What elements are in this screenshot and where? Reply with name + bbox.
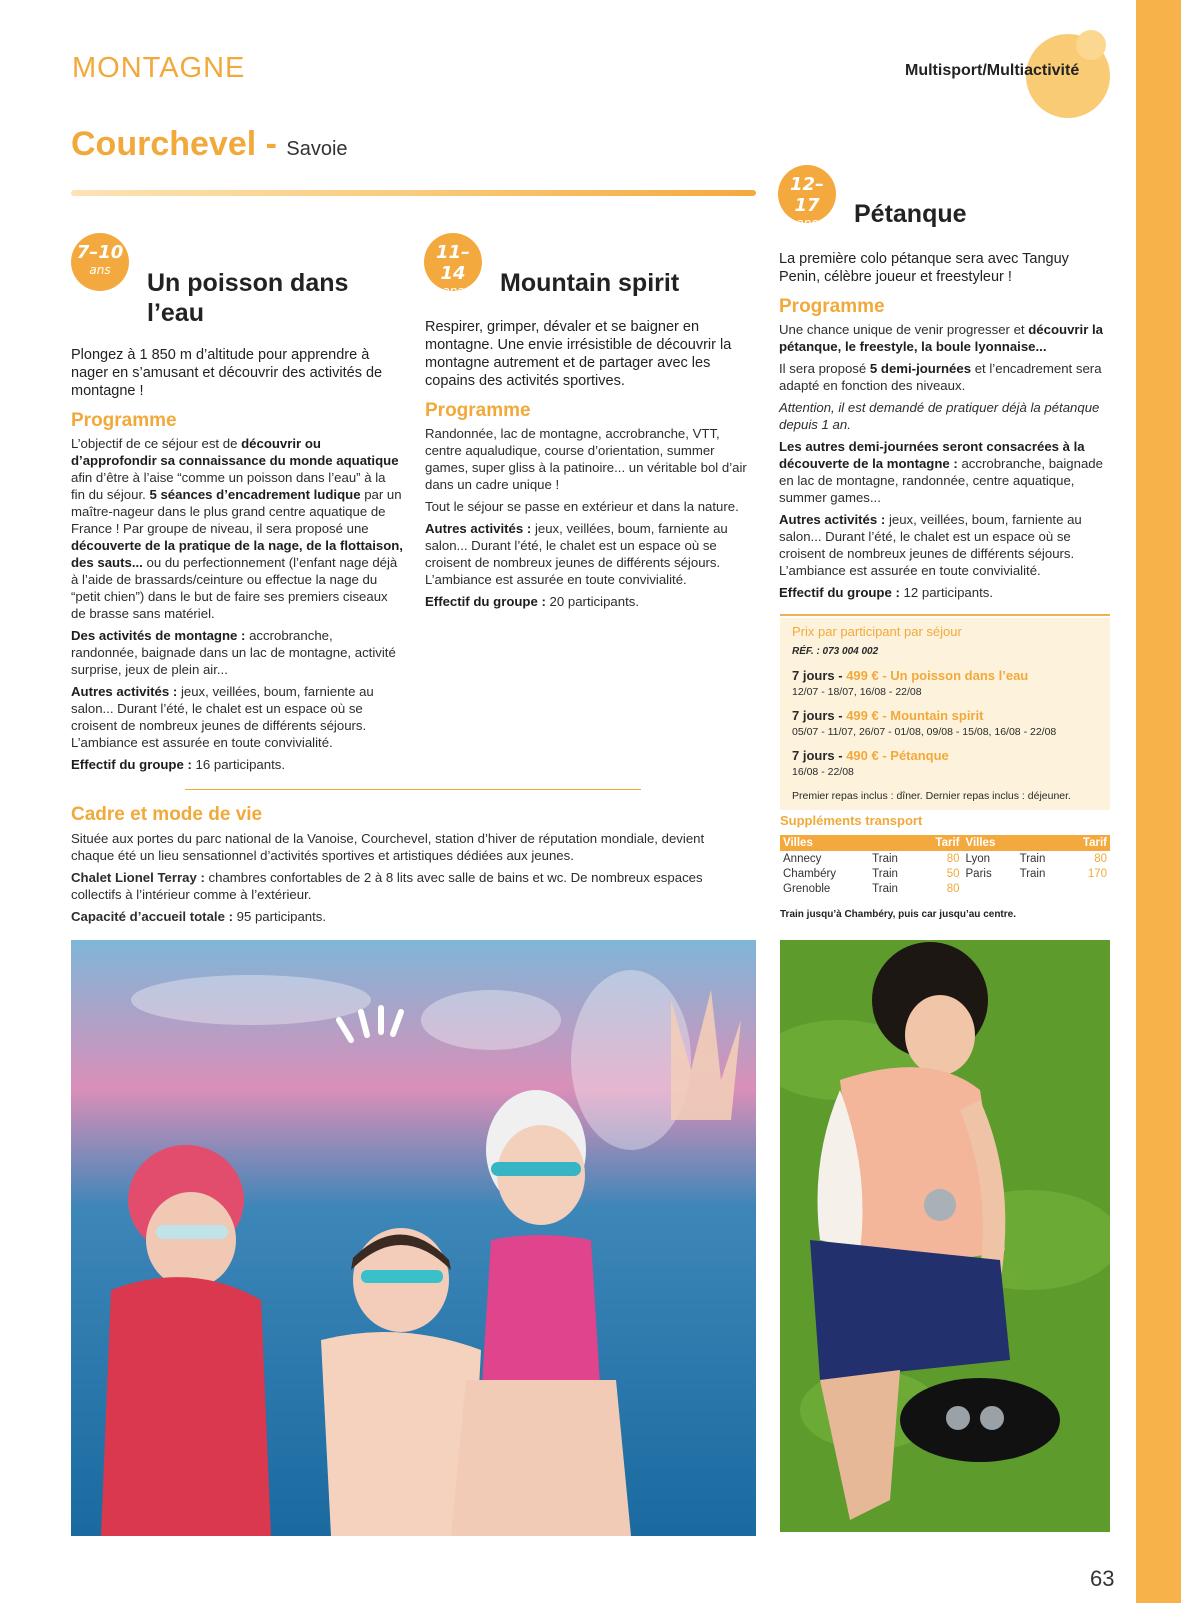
age-unit: ans: [796, 216, 818, 230]
photo-boy-petanque: [780, 940, 1110, 1532]
price-trip: 7 jours - 499 € - Mountain spirit 05/07 - 11/07, 26/07 - 01/08, 09/08 - 15/08, 16/08 - 22/08: [792, 708, 1057, 738]
programme-text: L’objectif de ce séjour est de découvrir ou d’approfondir sa connaissance du monde aquatique afin d’être à l’aise “comme un poisson dans l’eau” à la fin du séjour. 5 séances d’encadrement ludique par un maître-nageur dans le plus grand centre aquatique de France ! Par groupe de niveau, il sera proposé une découverte de la pratique de la nage, de la flottaison, des sauts... ou du perfectionnement (l’enfant nage déjà à l’aide de brassards/ceinture ou effectue la nage du “petit chien”) dans le but de faire ses premiers ciseaux de brasse sans matériel.: [71, 436, 403, 621]
stay-heading-petanque: Pétanque: [854, 200, 967, 228]
photo-children-pool: [71, 940, 756, 1536]
programme-text: Randonnée, lac de montagne, accrobranche, VTT, centre aqualudique, course d’orientation, summer games, super gliss à la patinoire... un véritable bol d’air dans un cadre unique !: [425, 426, 747, 492]
group-size: Effectif du groupe : 12 participants.: [779, 585, 993, 600]
cadre-heading: Cadre et mode de vie: [71, 804, 263, 825]
heading-line: l’eau: [147, 299, 204, 327]
page-side-bar: [1136, 0, 1181, 1603]
petanque-illustration: [780, 940, 1110, 1532]
age-range: 7–10: [76, 242, 124, 263]
mountain-activities: Les autres demi-journées seront consacrées à la découverte de la montagne : accrobranche, baignade en lac de montagne, randonnée, centre aquatique, summer games...: [779, 439, 1103, 505]
other-activities: Autres activités : jeux, veillées, boum, farniente au salon... Durant l’été, le chalet est un espace où se croisent de nombreux jeunes de différents séjours. L’ambiance est assurée en toute convivialité.: [779, 512, 1082, 578]
category-tag: [900, 30, 1140, 110]
programme-heading: Programme: [779, 296, 885, 317]
page-title: [71, 125, 348, 164]
column-header: Tarif: [917, 835, 962, 851]
price-trip: 7 jours - 490 € - Pétanque 16/08 - 22/08: [792, 748, 949, 778]
stay-lead: La première colo pétanque sera avec Tanguy Penin, célèbre joueur et freestyleur !: [779, 251, 1069, 285]
age-badge-7-10: [71, 233, 129, 291]
age-range: 11–14: [435, 242, 471, 284]
category-bubble-decoration: [1076, 30, 1106, 60]
destination-department: Savoie: [286, 138, 348, 160]
column-header: Tarif: [1065, 835, 1110, 851]
price-box: [780, 618, 1110, 810]
programme-text: Une chance unique de venir progresser et découvrir la pétanque, le freestyle, la boule lyonnaise...: [779, 322, 1104, 354]
programme-heading: Programme: [425, 400, 531, 421]
price-reference: RÉF. : 073 004 002: [792, 646, 879, 657]
age-range: 12–17: [789, 174, 825, 216]
age-unit: ans: [89, 263, 111, 277]
column-header: Villes: [780, 835, 869, 851]
requirement-note: Attention, il est demandé de pratiquer déjà la pétanque depuis 1 an.: [779, 400, 1100, 432]
stay-column-poisson: [71, 346, 403, 778]
table-row: Grenoble Train 80: [783, 882, 960, 895]
stay-lead: Respirer, grimper, dévaler et se baigner en montagne. Une envie irrésistible de découvrir la montagne autrement et de partager avec les copains des activités sportives.: [425, 319, 732, 389]
other-activities: Autres activités : jeux, veillées, boum, farniente au salon... Durant l’été, le chalet est un espace où se croisent de nombreux jeunes de différents séjours. L’ambiance est assurée en toute convivialité.: [425, 521, 728, 587]
group-size: Effectif du groupe : 20 participants.: [425, 594, 639, 609]
page-number: 63: [1090, 1566, 1115, 1591]
heading-line: Un poisson dans: [147, 269, 349, 297]
region-title: MONTAGNE: [72, 52, 246, 84]
price-header: Prix par participant par séjour: [792, 624, 962, 639]
stay-column-petanque: [779, 250, 1114, 606]
pool-illustration: [71, 940, 756, 1536]
age-unit: ans: [442, 284, 464, 298]
cadre-text: [71, 830, 731, 930]
destination-name: Courchevel -: [71, 125, 277, 163]
outdoor-note: Tout le séjour se passe en extérieur et dans la nature.: [425, 499, 739, 514]
price-box-top-rule: [780, 614, 1110, 616]
stay-lead: Plongez à 1 850 m d’altitude pour apprendre à nager en s’amusant et découvrir des activités de montagne !: [71, 347, 383, 399]
other-activities: Autres activités : jeux, veillées, boum, farniente au salon... Durant l’été, le chalet est un espace où se croisent de nombreux jeunes de différents séjours. L’ambiance est assurée en toute convivialité.: [71, 684, 374, 750]
group-size: Effectif du groupe : 16 participants.: [71, 757, 285, 772]
meals-note: Premier repas inclus : dîner. Dernier repas inclus : déjeuner.: [792, 790, 1071, 802]
transport-table: [780, 835, 1110, 896]
column-header: Villes: [963, 835, 1017, 851]
cadre-intro: Située aux portes du parc national de la Vanoise, Courchevel, station d’hiver de réputation mondiale, devient chaque été un lieu sensationnel d’activités sportives et artistiques dédiées aux jeunes.: [71, 831, 705, 863]
title-divider: [71, 190, 756, 196]
table-row: Chambéry Train 50 Paris Train 170: [783, 867, 1107, 880]
section-divider: [185, 789, 641, 790]
programme-heading: Programme: [71, 410, 177, 431]
stay-heading-poisson: [147, 268, 348, 328]
age-badge-12-17: [778, 165, 836, 230]
capacity-info: Capacité d’accueil totale : 95 participants.: [71, 909, 327, 924]
transport-note: Train jusqu’à Chambéry, puis car jusqu’au centre.: [780, 909, 1016, 920]
category-label: Multisport/Multiactivité: [905, 62, 1080, 79]
price-trip: 7 jours - 499 € - Un poisson dans l’eau 12/07 - 18/07, 16/08 - 22/08: [792, 668, 1029, 698]
transport-title: Suppléments transport: [780, 813, 923, 828]
stay-column-mountain: [425, 318, 757, 615]
chalet-info: Chalet Lionel Terray : chambres confortables de 2 à 8 lits avec salle de bains et wc. De nombreux espaces collectifs à l’intérieur comme à l’extérieur.: [71, 870, 703, 902]
mountain-activities: Des activités de montagne : accrobranche, randonnée, baignade dans un lac de montagne, activité surprise, jeux de plein air...: [71, 628, 396, 677]
age-badge-11-14: [424, 233, 482, 298]
table-header-row: [780, 835, 1110, 851]
sessions-text: Il sera proposé 5 demi-journées et l’encadrement sera adapté en fonction des niveaux.: [779, 361, 1102, 393]
stay-heading-mountain: Mountain spirit: [500, 269, 680, 297]
table-row: Annecy Train 80 Lyon Train 80: [783, 852, 1107, 865]
